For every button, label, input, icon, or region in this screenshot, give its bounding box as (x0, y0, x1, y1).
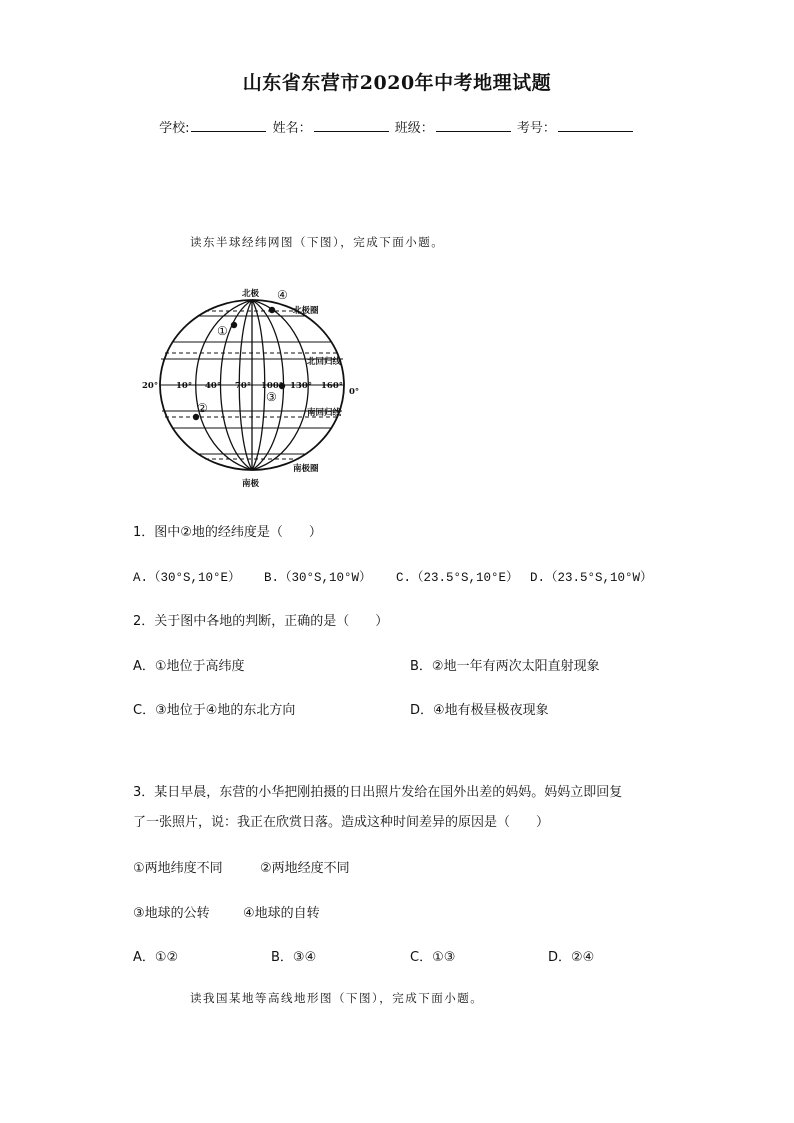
q1-option-c: C.（23.5°S,10°E） (396, 571, 519, 585)
q3-option-d: D．②④ (548, 950, 595, 965)
lon-label-130: 130° (290, 381, 312, 391)
name-blank (314, 119, 389, 132)
north-pole-label: 北极 (242, 289, 260, 299)
q2-option-c: C．③地位于④地的东北方向 (133, 703, 296, 718)
tropic-capricorn-label: 南回归线 (307, 408, 342, 418)
lon-label-70: 70° (235, 381, 252, 391)
point-1 (231, 322, 237, 328)
lon-label-160: 160° (321, 381, 343, 391)
exam-no-label: 考号： (516, 121, 556, 136)
south-pole-label: 南极 (242, 479, 260, 489)
question-3-stem-line-2: 了一张照片，说：我正在欣赏日落。造成这种时间差异的原因是（ ） (133, 815, 550, 830)
intro-text-1: 读东半球经纬网图（下图），完成下面小题。 (190, 235, 445, 249)
class-blank (436, 119, 511, 132)
school-label: 学校: (159, 121, 190, 136)
arctic-circle-label: 北极圈 (293, 306, 319, 316)
student-info-line (0, 117, 794, 136)
q2-option-b: B．②地一年有两次太阳直射现象 (410, 659, 600, 674)
q1-option-a: A.（30°S,10°E） (133, 571, 241, 585)
school-blank (191, 119, 266, 132)
q2-option-a: A．①地位于高纬度 (133, 659, 245, 674)
q1-option-b: B.（30°S,10°W） (264, 571, 372, 585)
class-label: 班级： (394, 121, 434, 136)
marker-4-label: ④ (277, 288, 288, 302)
page-title: 山东省东营市2020年中考地理试题 (242, 72, 552, 94)
question-1-stem: 1．图中②地的经纬度是（ ） (133, 525, 322, 540)
exam-no-blank (558, 119, 633, 132)
lon-label-20: 20° (142, 381, 159, 391)
lon-label-100: 100° (261, 381, 283, 391)
eastern-hemisphere-graticule-diagram (135, 282, 375, 492)
q3-item-4: ④地球的自转 (243, 906, 320, 921)
point-4 (269, 307, 275, 313)
marker-3-label: ③ (266, 390, 277, 404)
marker-1-label: ① (217, 324, 228, 338)
q3-item-3: ③地球的公转 (133, 906, 210, 921)
q3-item-1: ①两地纬度不同 (133, 861, 223, 876)
lon-label-10: 10° (176, 381, 193, 391)
q3-option-a: A．①② (133, 950, 179, 965)
marker-2-label: ② (197, 401, 208, 415)
q3-option-c: C．①③ (410, 950, 456, 965)
lon-label-0: 0° (349, 387, 360, 397)
tropic-cancer-label: 北回归线 (307, 357, 342, 367)
question-3-stem-line-1: 3．某日早晨，东营的小华把刚拍摄的日出照片发给在国外出差的妈妈。妈妈立即回复 (133, 785, 623, 800)
lon-label-40: 40° (205, 381, 222, 391)
q3-item-2: ②两地经度不同 (260, 861, 350, 876)
q1-option-d: D.（23.5°S,10°W） (530, 571, 653, 585)
q2-option-d: D．④地有极昼极夜现象 (410, 703, 549, 718)
q3-option-b: B．③④ (271, 950, 317, 965)
name-label: 姓名： (272, 121, 312, 136)
question-2-stem: 2．关于图中各地的判断，正确的是（ ） (133, 614, 389, 629)
antarctic-circle-label: 南极圈 (293, 464, 319, 474)
intro-text-2: 读我国某地等高线地形图（下图），完成下面小题。 (190, 991, 484, 1005)
